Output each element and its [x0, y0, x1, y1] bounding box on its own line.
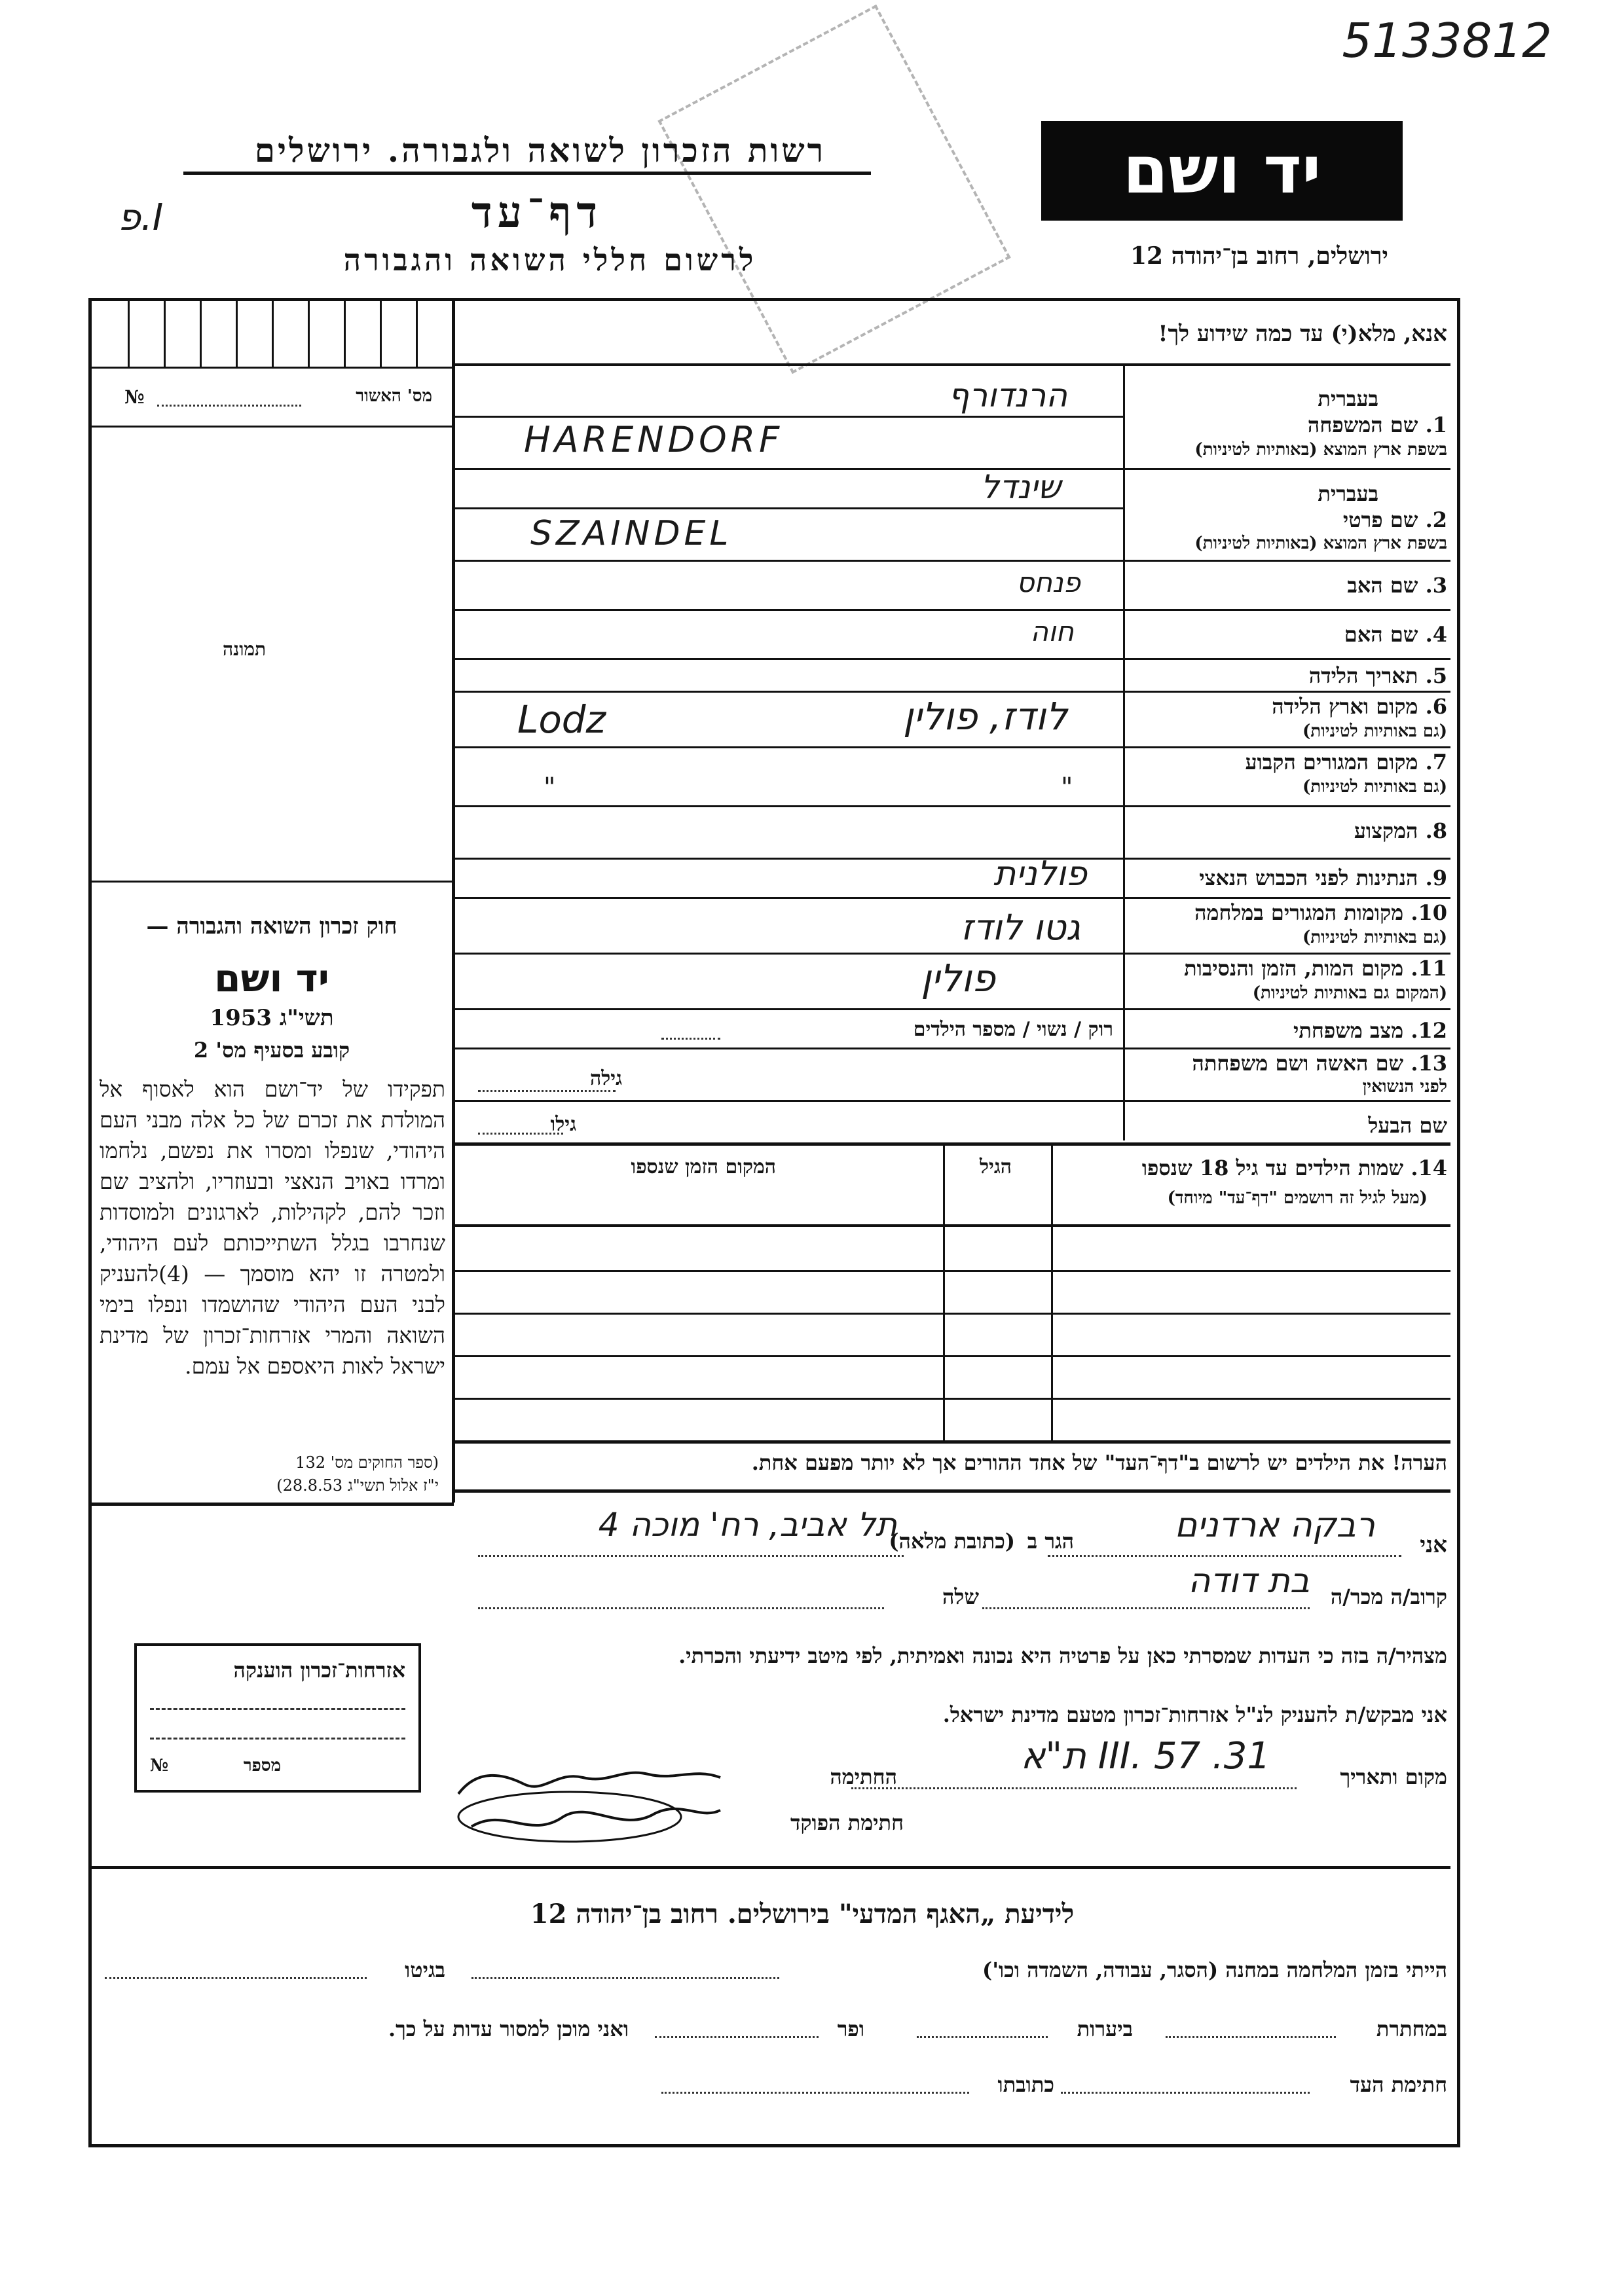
place-date-label: מקום ותאריך: [1340, 1764, 1447, 1789]
of-label: שלה: [942, 1584, 979, 1609]
field-1-sub: בשפת ארץ המוצא (באותיות לטיניות): [1194, 440, 1447, 460]
authority-title: רשות הזכרון לשואה ולגבורה. ירושלים: [254, 131, 826, 170]
nationality[interactable]: פולנית: [993, 854, 1087, 894]
field-4-label: 4. שם האם: [1344, 622, 1447, 647]
archive-number: 5133812: [1342, 13, 1552, 68]
field-3-label: 3. שם האב: [1347, 573, 1447, 598]
intro-text: אנא, מלא(י) עד כמה שידוע לך!: [1158, 321, 1447, 347]
husband-age-line[interactable]: [478, 1133, 563, 1135]
signature-label: החתימה: [830, 1764, 897, 1789]
children-age-header: הגיל: [979, 1156, 1012, 1178]
place-date-value[interactable]: 31. III. 57 ת"א: [1020, 1735, 1270, 1777]
field-2-label: 2. שם פרטי: [1342, 507, 1447, 532]
citizenship-number-label: מספר: [243, 1756, 281, 1776]
partisan-line[interactable]: [655, 2036, 819, 2038]
ghetto-line[interactable]: [105, 1977, 367, 1979]
law-clause: קובע בסעיף מס' 2: [193, 1038, 350, 1063]
field-11-sub: (המקום גם באותיות לטיניות): [1252, 983, 1447, 1003]
field-7-label: 7. מקום המגורים הקבוע: [1245, 750, 1447, 774]
field-10-label: 10. מקומות המגורים במלחמה: [1194, 900, 1447, 925]
field-5-label: 5. תאריך הלידה: [1308, 663, 1447, 688]
field-6-sub: (גם באותיות לטיניות): [1302, 721, 1447, 741]
husband-label: שם הבעל: [1368, 1113, 1447, 1138]
children-label: 14. שמות הילדים עד גיל 18 שנספו: [1141, 1156, 1447, 1180]
residence-ditto-1[interactable]: ": [544, 773, 556, 803]
hebrew-label-2: בעברית: [1318, 481, 1378, 506]
field-8-label: 8. המקצוע: [1354, 818, 1447, 843]
citizenship-box: [134, 1643, 421, 1793]
declarant-address[interactable]: תל אביב, רח' מוכה 4: [598, 1506, 897, 1544]
photo-label: תמונה: [223, 638, 267, 660]
field-13-sub: לפני הנשואין: [1362, 1077, 1447, 1097]
mother-name[interactable]: חוה: [1030, 615, 1074, 647]
children-place-header: המקום הזמן שנספו: [631, 1156, 776, 1178]
note-text: הערה! את הילדים יש לרשום ב"דף־העד" של אחד ההורים אך לא יותר מפעם אחת.: [751, 1450, 1447, 1475]
hebrew-label-1: בעברית: [1318, 386, 1378, 411]
ready-testify: ואני מוכן למסור עדות על כך.: [388, 2016, 629, 2041]
approval-boxes: [92, 301, 452, 367]
underground-line[interactable]: [1166, 2036, 1336, 2038]
law-source-1: (ספר החוקים מס' 132: [295, 1453, 439, 1472]
birth-place-latin[interactable]: Lodz: [517, 697, 606, 742]
witness-signature-label: חתימת העד: [1350, 2072, 1447, 2097]
forests-line[interactable]: [917, 2036, 1048, 2038]
death-place[interactable]: פולין: [921, 956, 995, 1000]
witness-address-line[interactable]: [661, 2092, 969, 2094]
approval-number-line[interactable]: [157, 405, 301, 407]
children-sub: (מעל לגיל זה רושמים "דף־עד" מיוחד): [1167, 1188, 1428, 1208]
declarant-i-label: אני: [1420, 1532, 1447, 1558]
citizenship-title: אזרחות־זכרון הוענקה: [233, 1658, 405, 1683]
camp-line[interactable]: [471, 1977, 779, 1979]
marital-status-options[interactable]: רוק / נשוי / מספר הילדים: [913, 1018, 1113, 1041]
declarant-name[interactable]: רבקה ארדנים: [1174, 1506, 1375, 1545]
family-name-hebrew[interactable]: הרנדורף: [948, 376, 1067, 414]
citizenship-no-sign: №: [150, 1756, 169, 1776]
father-name[interactable]: פנחס: [1016, 566, 1080, 598]
field-12-label: 12. מצב משפחתי: [1293, 1018, 1447, 1043]
witness-address-label: כתובתו: [997, 2072, 1054, 2097]
field-1-label: 1. שם המשפחה: [1307, 412, 1447, 437]
wife-age-label: גילה: [589, 1067, 622, 1090]
field-9-label: 9. הנתינות לפני הכבוש הנאצי: [1199, 866, 1447, 890]
law-name: יד ושם: [214, 956, 329, 1000]
field-13-label: 13. שם האשה ושם משפחתה: [1192, 1051, 1447, 1076]
request-text: אני מבקש/ת להעניק לנ"ל אזרחות־זכרון מטעם מדינת ישראל.: [942, 1702, 1447, 1727]
law-body: תפקידו של יד־ושם הוא לאסוף אל המולדת את זכרם של כל אלה מבני העם היהודי, שנפלו ומסרו את נפשם, נלחמו ומרדו באויב הנאצי ובעוזריו, ולהציב שם וזכר להם, לקהילות, לארגונים ולמוסדות שנחרבו בגלל השתייכותם לעם היהודי, ולמטרה זו יהא מוסמך — (4)להעניק לבני העם היהודי שהושמדו ונפלו בימי השואה והמרי אזרחות־זכרון של מדינת ישראל לאות היאספם אל עמם.: [100, 1076, 445, 1379]
inspector-label: חתימת הפוקד: [790, 1810, 904, 1835]
field-7-sub: (גם באותיות לטיניות): [1302, 777, 1447, 797]
law-source-2: י"ז אלול תשי"ג 28.8.53): [276, 1476, 439, 1495]
signature-scribble[interactable]: [452, 1755, 733, 1846]
first-name-latin[interactable]: SZAINDEL: [530, 514, 733, 553]
form-subtitle: לרשום חללי השואה והגבורה: [343, 242, 757, 278]
law-year: תשי"ג 1953: [210, 1005, 334, 1031]
wartime-residence[interactable]: גטו לודז: [961, 907, 1080, 948]
partisan-label: ופר: [837, 2016, 864, 2041]
footer-line-1: הייתי בזמן המלחמה במחנה (הסגר, עבודה, השמדה וכו'): [982, 1958, 1447, 1982]
relation-value[interactable]: בת דודה: [1188, 1561, 1310, 1601]
handwritten-code: פ.I: [118, 196, 164, 239]
birth-place-hebrew[interactable]: לודז, פולין: [902, 694, 1067, 738]
witness-signature-line[interactable]: [1061, 2092, 1310, 2094]
approval-label: מס' האשור: [356, 386, 432, 406]
law-title: חוק זכרון השואה והגבורה —: [146, 913, 397, 939]
field-10-sub: (גם באותיות לטיניות): [1302, 928, 1447, 947]
residing-label: הגר ב: [1027, 1529, 1074, 1554]
approval-no: №: [124, 386, 145, 408]
residence-ditto-2[interactable]: ": [1061, 773, 1073, 803]
address-label: (כתובת מלאה): [889, 1529, 1015, 1554]
first-name-hebrew[interactable]: שינדל: [980, 468, 1061, 506]
declaration-text: מצהיר/ה בזה כי העדות שמסרתי כאן על פרטיה היא נכונה ואמיתית, לפי מיטב ידיעתי והכרתי.: [678, 1643, 1447, 1668]
field-6-label: 6. מקום וארץ הלידה: [1272, 694, 1447, 719]
underground-label: במחתרת: [1376, 2016, 1447, 2041]
husband-age-label: גילו: [550, 1113, 576, 1136]
relation-label: קרוב/ה מכר/ה: [1330, 1584, 1447, 1609]
wife-age-line[interactable]: [478, 1090, 616, 1092]
yad-vashem-logo: יד ושם: [1041, 121, 1403, 221]
family-name-latin[interactable]: HARENDORF: [524, 419, 784, 460]
form-title: דף־עד: [471, 187, 603, 238]
field-11-label: 11. מקום המות, הזמן והנסיבות: [1184, 956, 1447, 981]
ghetto-label: בגיטו: [405, 1958, 445, 1982]
address: ירושלים, רחוב בן־יהודה 12: [1130, 242, 1388, 270]
footer-title: לידיעת „האגף המדעי" בירושלים. רחוב בן־יהודה 12: [530, 1899, 1075, 1929]
forests-label: ביערות: [1077, 2016, 1133, 2041]
field-2-sub: בשפת ארץ המוצא (באותיות לטיניות): [1194, 534, 1447, 553]
